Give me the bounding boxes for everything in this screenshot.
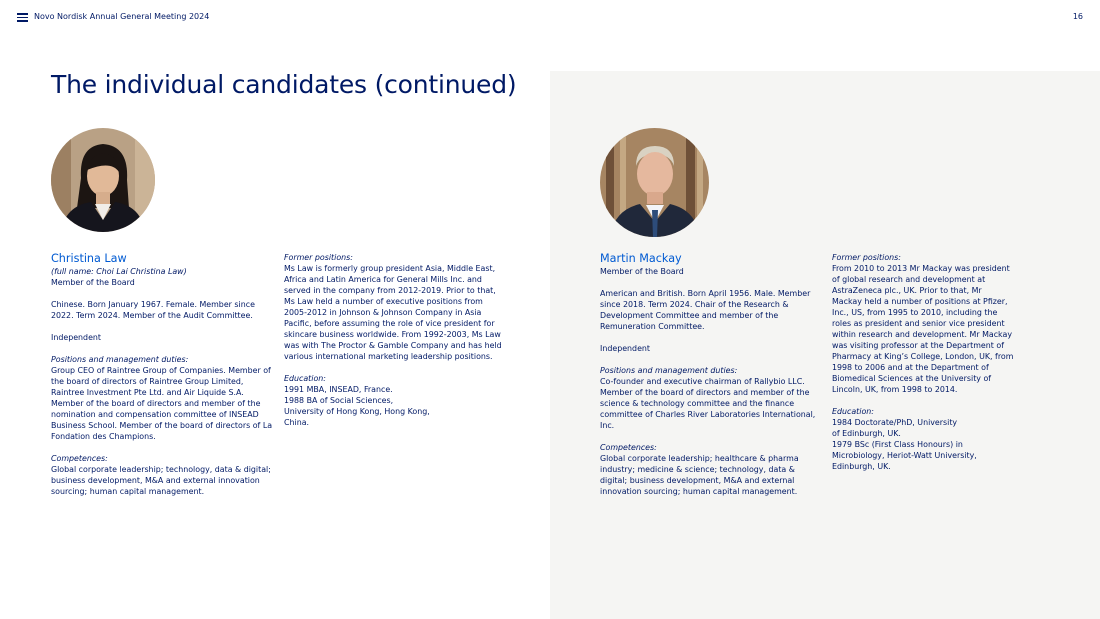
competences-text: Global corporate leadership; technology, data & digital; business development, M&A and external innovation sourcing; human capital management. <box>51 465 271 496</box>
education-item: 1991 MBA, INSEAD, France. <box>284 385 393 394</box>
christina-law-portrait <box>51 128 155 232</box>
competences-heading: Competences: <box>600 443 657 452</box>
candidate-independence: Independent <box>600 344 651 353</box>
education-heading: Education: <box>284 374 326 383</box>
positions-text: Co-founder and executive chairman of Rallybio LLC. Member of the board of directors and member of the science & technology committee and the finance committee of Charles River Laboratories International, Inc. <box>600 377 816 430</box>
competences-heading: Competences: <box>51 454 108 463</box>
education-item: 1984 Doctorate/PhD, University of Edinburgh, UK. <box>832 418 958 438</box>
candidate-1-main-column <box>51 252 273 508</box>
page-number: 16 <box>1072 12 1083 21</box>
candidate-role: Member of the Board <box>51 278 135 287</box>
candidate-1-former-column <box>284 252 502 428</box>
candidate-full-name: (full name: Choi Lai Christina Law) <box>51 267 187 276</box>
former-positions-text: From 2010 to 2013 Mr Mackay was president of global research and development at AstraZeneca plc., UK. Prior to that, Mr Mackay held a number of positions at Pfizer, Inc., US, from 1995 to 2010, including the roles as president and senior vice president within research and development. Mr Mackay was visiting professor at the Department of Pharmacy at King’s College, London, UK, from 1998 to 2006 and at the Department of Biomedical Sciences at the University of Lincoln, UK, from 1998 to 2014. <box>832 264 1014 394</box>
top-bar <box>0 0 1100 34</box>
candidate-2-main-column <box>600 252 816 508</box>
hamburger-menu-icon[interactable] <box>17 13 28 21</box>
education-item: 1979 BSc (First Class Honours) in Microbiology, Heriot-Watt University, Edinburgh, UK. <box>832 440 977 471</box>
former-positions-heading: Former positions: <box>832 253 901 262</box>
positions-heading: Positions and management duties: <box>51 355 189 364</box>
candidate-role: Member of the Board <box>600 267 684 276</box>
martin-mackay-portrait <box>600 128 709 237</box>
candidate-bio: American and British. Born April 1956. Male. Member since 2018. Term 2024. Chair of the Research & Development Committee and member of the Remuneration Committee. <box>600 289 811 331</box>
education-heading: Education: <box>832 407 874 416</box>
education-item: 1988 BA of Social Sciences, University of Hong Kong, Hong Kong, China. <box>284 396 430 427</box>
candidate-2-former-column <box>832 252 1014 472</box>
candidate-independence: Independent <box>51 333 102 342</box>
candidate-name: Christina Law <box>51 252 127 265</box>
competences-text: Global corporate leadership; healthcare & pharma industry; medicine & science; technology, data & digital; business development, M&A and external innovation sourcing; human capital management. <box>600 454 799 496</box>
page-title: The individual candidates (continued) <box>51 70 517 99</box>
positions-heading: Positions and management duties: <box>600 366 738 375</box>
positions-text: Group CEO of Raintree Group of Companies. Member of the board of directors of Raintree Group Limited, Raintree Investment Pte Ltd. and Air Liquide S.A. Member of the board of directors and member of the nomination and compensation committee of INSEAD Business School. Member of the board of directors of La Fondation des Champions. <box>51 366 273 441</box>
candidate-bio: Chinese. Born January 1967. Female. Member since 2022. Term 2024. Member of the Audit Committee. <box>51 300 255 320</box>
former-positions-text: Ms Law is formerly group president Asia, Middle East, Africa and Latin America for General Mills Inc. and served in the company from 2012-2019. Prior to that, Ms Law held a number of executive positions from 2005-2012 in Johnson & Johnson Company in Asia Pacific, before assuming the role of vice president for skincare business worldwide. From 1992-2003, Ms Law was with The Proctor & Gamble Company and has held various international marketing leadership positions. <box>284 264 502 361</box>
document-title: Novo Nordisk Annual General Meeting 2024 <box>34 12 210 21</box>
candidate-name: Martin Mackay <box>600 252 682 265</box>
former-positions-heading: Former positions: <box>284 253 353 262</box>
